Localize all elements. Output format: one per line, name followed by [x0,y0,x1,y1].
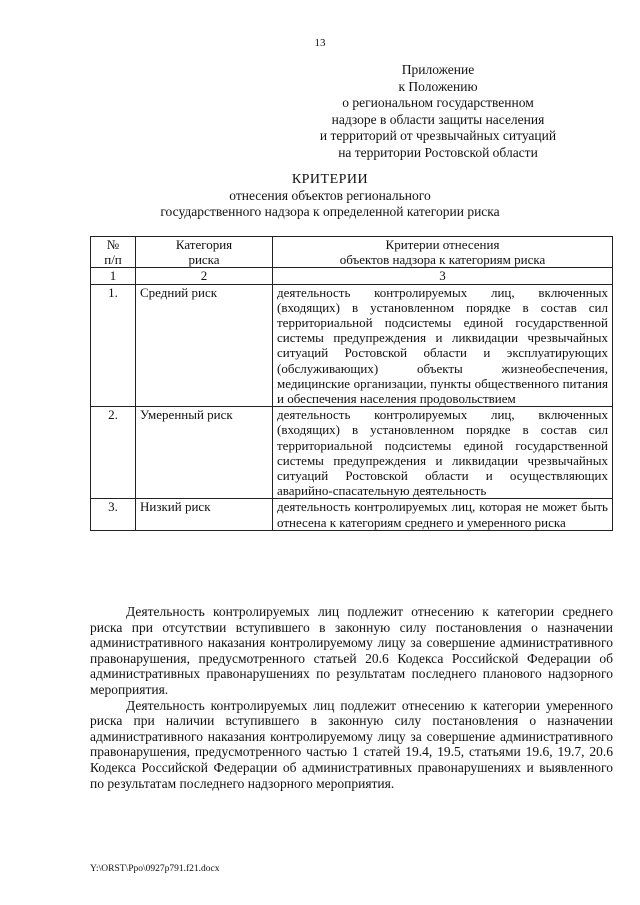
criteria-table [90,236,613,531]
header-text: объектов надзора к категориям риска [339,252,546,268]
risk-criteria: деятельность контролируемых лиц, включенных (входящих) в установленном порядке в состав сил территориальной подсистемы единой государственной системы предупреждения и ликвидации чрезвычайных ситуаций Ростовской области и эксплуатирующих (обслуживающих) объекты жизнеобеспечения, медицинские организации, пункты общественного питания и обеспечения населения продовольствием [273,284,613,407]
risk-criteria: деятельность контролируемых лиц, включенных (входящих) в установленном порядке в состав сил территориальной подсистемы единой государственной системы предупреждения и ликвидации чрезвычайных ситуаций Ростовской области и осуществляющих аварийно-спасательную деятельность [273,407,613,499]
table-row [91,284,613,407]
table-row [91,407,613,499]
annex-line: и территорий от чрезвычайных ситуаций [319,128,557,143]
header-text: риска [188,252,220,268]
paragraph: Деятельность контролируемых лиц подлежит отнесению к категории умеренного риска при наличии вступившего в законную силу постановления о назначении административного наказания контролируемому лицу за совершение административного правонарушения, предусмотренного частью 1 статей 19.4, 19.5, статьями 19.6, 19.7, 20.6 Кодекса Российской Федерации об административных правонарушениях и выявленного по результатам последнего надзорного мероприятия. [90,697,613,791]
header-text: Критерии отнесения [385,237,500,252]
title-line: государственного надзора к определенной категории риска [160,204,500,219]
table-row [91,499,613,530]
header-text: Категория [175,237,233,252]
title-line: отнесения объектов регионального [229,188,431,203]
file-path-footer: Y:\ORST\Ppo\0927p791.f21.docx [90,864,220,874]
risk-category: Низкий риск [136,499,273,530]
annex-line: о региональном государственном [342,95,534,110]
risk-category: Умеренный риск [136,407,273,499]
header-text: № [106,237,120,252]
risk-category: Средний риск [136,284,273,407]
table-header-row [91,237,613,268]
header-criteria [273,237,613,268]
annex-line: на территории Ростовской области [338,144,538,160]
annex-header [288,62,588,161]
annex-line: Приложение [401,62,475,77]
header-num [91,237,136,268]
annex-line: к Положению [398,78,478,94]
row-number: 2. [91,407,136,499]
index-cell: 3 [273,268,613,284]
title-main: КРИТЕРИИ [291,172,369,187]
index-cell: 1 [91,268,136,284]
page-number: 13 [314,37,326,49]
body-text [90,604,613,791]
document-title [90,172,570,220]
header-text: п/п [104,252,122,268]
annex-line: надзоре в области защиты населения [331,111,545,127]
index-cell: 2 [136,268,273,284]
row-number: 3. [91,499,136,530]
paragraph: Деятельность контролируемых лиц подлежит отнесению к категории среднего риска при отсутствии вступившего в законную силу постановления о назначении административного наказания контролируемому лицу за совершение административного правонарушения, предусмотренного статьей 20.6 Кодекса Российской Федерации об административных правонарушениях по результатам последнего планового надзорного мероприятия. [90,604,613,697]
header-category [136,237,273,268]
table-index-row [91,268,613,284]
risk-criteria: деятельность контролируемых лиц, которая не может быть отнесена к категориям среднего и умеренного риска [273,499,613,530]
row-number: 1. [91,284,136,407]
